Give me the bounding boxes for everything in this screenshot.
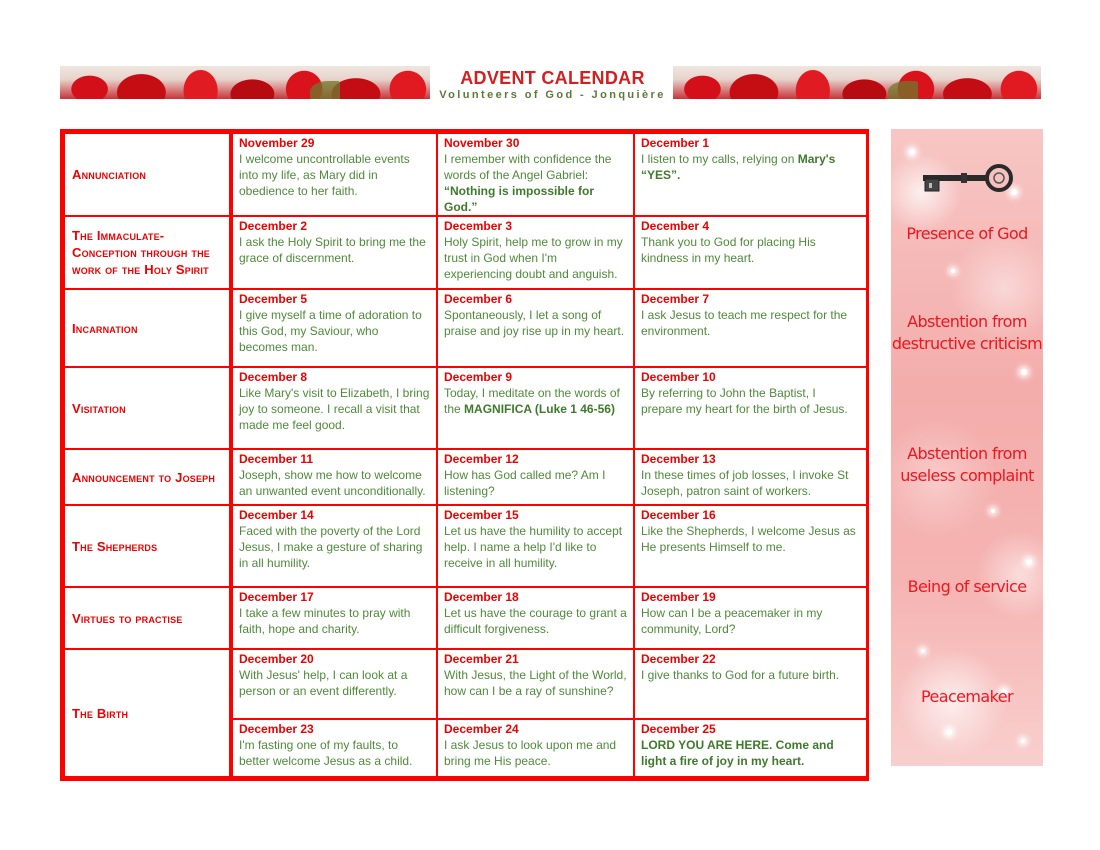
theme-announcement-to-joseph: Announcement to Joseph: [64, 449, 231, 505]
day-cell: [231, 719, 437, 777]
day-cell: [437, 289, 634, 367]
day-text: Let us have the courage to grant a difficult forgiveness.: [444, 606, 627, 636]
day-cell: [634, 719, 867, 777]
day-cell: [634, 367, 867, 449]
day-text: Let us have the humility to accept help. I name a help I'd like to receive in all humility.: [444, 524, 623, 570]
day-text-bold: LORD YOU ARE HERE. Come and light a fire of joy in my heart.: [641, 738, 834, 768]
day-date: December 13: [641, 452, 716, 466]
virtue-being-of-service: Being of service: [907, 577, 1027, 596]
day-text: By referring to John the Baptist, I prepare my heart for the birth of Jesus.: [641, 386, 848, 416]
key-icon: [921, 161, 1013, 197]
day-text: In these times of job losses, I invoke St Joseph, patron saint of workers.: [641, 468, 849, 498]
day-text: Holy Spirit, help me to grow in my trust in God when I'm experiencing doubt and anguish.: [444, 235, 623, 281]
virtue-peacemaker: Peacemaker: [921, 687, 1013, 706]
day-cell: [437, 133, 634, 216]
day-date: December 18: [444, 590, 519, 604]
day-date: December 15: [444, 508, 519, 522]
day-date: December 11: [239, 452, 314, 466]
day-text: How has God called me? Am I listening?: [444, 468, 606, 498]
day-date: December 16: [641, 508, 716, 522]
day-cell: [437, 216, 634, 289]
day-date: December 22: [641, 652, 716, 666]
day-date: November 30: [444, 136, 520, 150]
day-date: December 25: [641, 722, 716, 736]
table-row: [64, 449, 867, 505]
day-date: December 8: [239, 370, 308, 384]
day-text: I ask Jesus to look upon me and bring me His peace.: [444, 738, 617, 768]
day-date: December 5: [239, 292, 308, 306]
table-row: [64, 216, 867, 289]
day-text: I ask the Holy Spirit to bring me the grace of discernment.: [239, 235, 426, 265]
day-cell: [634, 587, 867, 649]
table-row: [64, 505, 867, 587]
day-cell: [231, 367, 437, 449]
virtue-abstention-criticism: Abstention from destructive criticism: [891, 312, 1043, 353]
day-date: December 24: [444, 722, 519, 736]
day-date: December 10: [641, 370, 716, 384]
poinsettia-banner-right: [673, 66, 1041, 99]
day-cell: [634, 133, 867, 216]
day-text: I take a few minutes to pray with faith, hope and charity.: [239, 606, 411, 636]
day-text: Joseph, show me how to welcome an unwanted event unconditionally.: [239, 468, 426, 498]
day-date: December 7: [641, 292, 710, 306]
day-text: With Jesus' help, I can look at a person or an event differently.: [239, 668, 408, 698]
day-date: December 14: [239, 508, 314, 522]
day-cell: [231, 449, 437, 505]
page-subtitle: Volunteers of God - Jonquière: [439, 89, 666, 101]
day-cell: [634, 449, 867, 505]
virtue-abstention-complaint: Abstention from useless complaint: [900, 444, 1034, 485]
day-text-bold: MAGNIFICA (Luke 1 46-56): [464, 402, 615, 416]
day-cell: [437, 449, 634, 505]
day-date: November 29: [239, 136, 315, 150]
advent-calendar-table: [60, 129, 869, 781]
day-date: December 1: [641, 136, 710, 150]
day-date: December 3: [444, 219, 513, 233]
day-text: Faced with the poverty of the Lord Jesus, I make a gesture of sharing in all humility.: [239, 524, 423, 570]
theme-immaculate-conception: The Immaculate-Conception through the work of the Holy Spirit: [64, 216, 231, 289]
day-text: I give thanks to God for a future birth.: [641, 668, 840, 682]
day-cell: [231, 587, 437, 649]
day-date: December 17: [239, 590, 314, 604]
theme-incarnation: Incarnation: [64, 289, 231, 367]
theme-virtues-to-practise: Virtues to practise: [64, 587, 231, 649]
virtue-presence-of-god: Presence of God: [906, 224, 1028, 243]
poinsettia-banner-left: [60, 66, 430, 99]
day-text: I listen to my calls, relying on: [641, 152, 795, 166]
theme-visitation: Visitation: [64, 367, 231, 449]
day-cell: [634, 649, 867, 719]
day-text: I remember with confidence the words of the Angel Gabriel:: [444, 152, 612, 182]
day-date: December 19: [641, 590, 716, 604]
day-date: December 9: [444, 370, 513, 384]
day-cell: [231, 133, 437, 216]
header: [435, 68, 670, 102]
day-date: December 2: [239, 219, 308, 233]
theme-annunciation: Annunciation: [64, 133, 231, 216]
day-text-bold: Mary's “YES”.: [641, 152, 836, 182]
day-date: December 20: [239, 652, 314, 666]
page-title: ADVENT CALENDAR: [460, 68, 645, 88]
day-text: Like Mary's visit to Elizabeth, I bring joy to someone. I recall a visit that made me feel good.: [239, 386, 430, 432]
day-cell: [634, 505, 867, 587]
day-cell: [634, 289, 867, 367]
day-cell: [231, 216, 437, 289]
table-row: [64, 367, 867, 449]
day-text: Spontaneously, I let a song of praise and joy rise up in my heart.: [444, 308, 625, 338]
table-row: [64, 649, 867, 719]
virtues-side-panel: [891, 129, 1043, 766]
day-date: December 4: [641, 219, 710, 233]
theme-the-birth: The Birth: [64, 649, 231, 777]
day-cell: [437, 649, 634, 719]
day-cell: [437, 587, 634, 649]
day-cell: [437, 505, 634, 587]
table-row: [64, 133, 867, 216]
table-row: [64, 587, 867, 649]
day-cell: [437, 367, 634, 449]
day-text: I welcome uncontrollable events into my life, as Mary did in obedience to her faith.: [239, 152, 410, 198]
day-cell: [231, 505, 437, 587]
day-text: Thank you to God for placing His kindness in my heart.: [641, 235, 816, 265]
day-date: December 21: [444, 652, 519, 666]
day-text: I give myself a time of adoration to this God, my Saviour, who becomes man.: [239, 308, 422, 354]
day-date: December 12: [444, 452, 519, 466]
day-cell: [231, 649, 437, 719]
day-text: How can I be a peacemaker in my community, Lord?: [641, 606, 823, 636]
day-text: I ask Jesus to teach me respect for the environment.: [641, 308, 848, 338]
day-text-bold: “Nothing is impossible for God.”: [444, 184, 595, 214]
day-date: December 6: [444, 292, 513, 306]
theme-the-shepherds: The Shepherds: [64, 505, 231, 587]
day-cell: [437, 719, 634, 777]
day-cell: [634, 216, 867, 289]
day-text: Like the Shepherds, I welcome Jesus as He presents Himself to me.: [641, 524, 856, 554]
day-text: Today, I meditate on the words of the: [444, 386, 620, 416]
day-text: I'm fasting one of my faults, to better welcome Jesus as a child.: [239, 738, 413, 768]
day-date: December 23: [239, 722, 314, 736]
day-cell: [231, 289, 437, 367]
table-row: [64, 289, 867, 367]
day-text: With Jesus, the Light of the World, how can I be a ray of sunshine?: [444, 668, 627, 698]
